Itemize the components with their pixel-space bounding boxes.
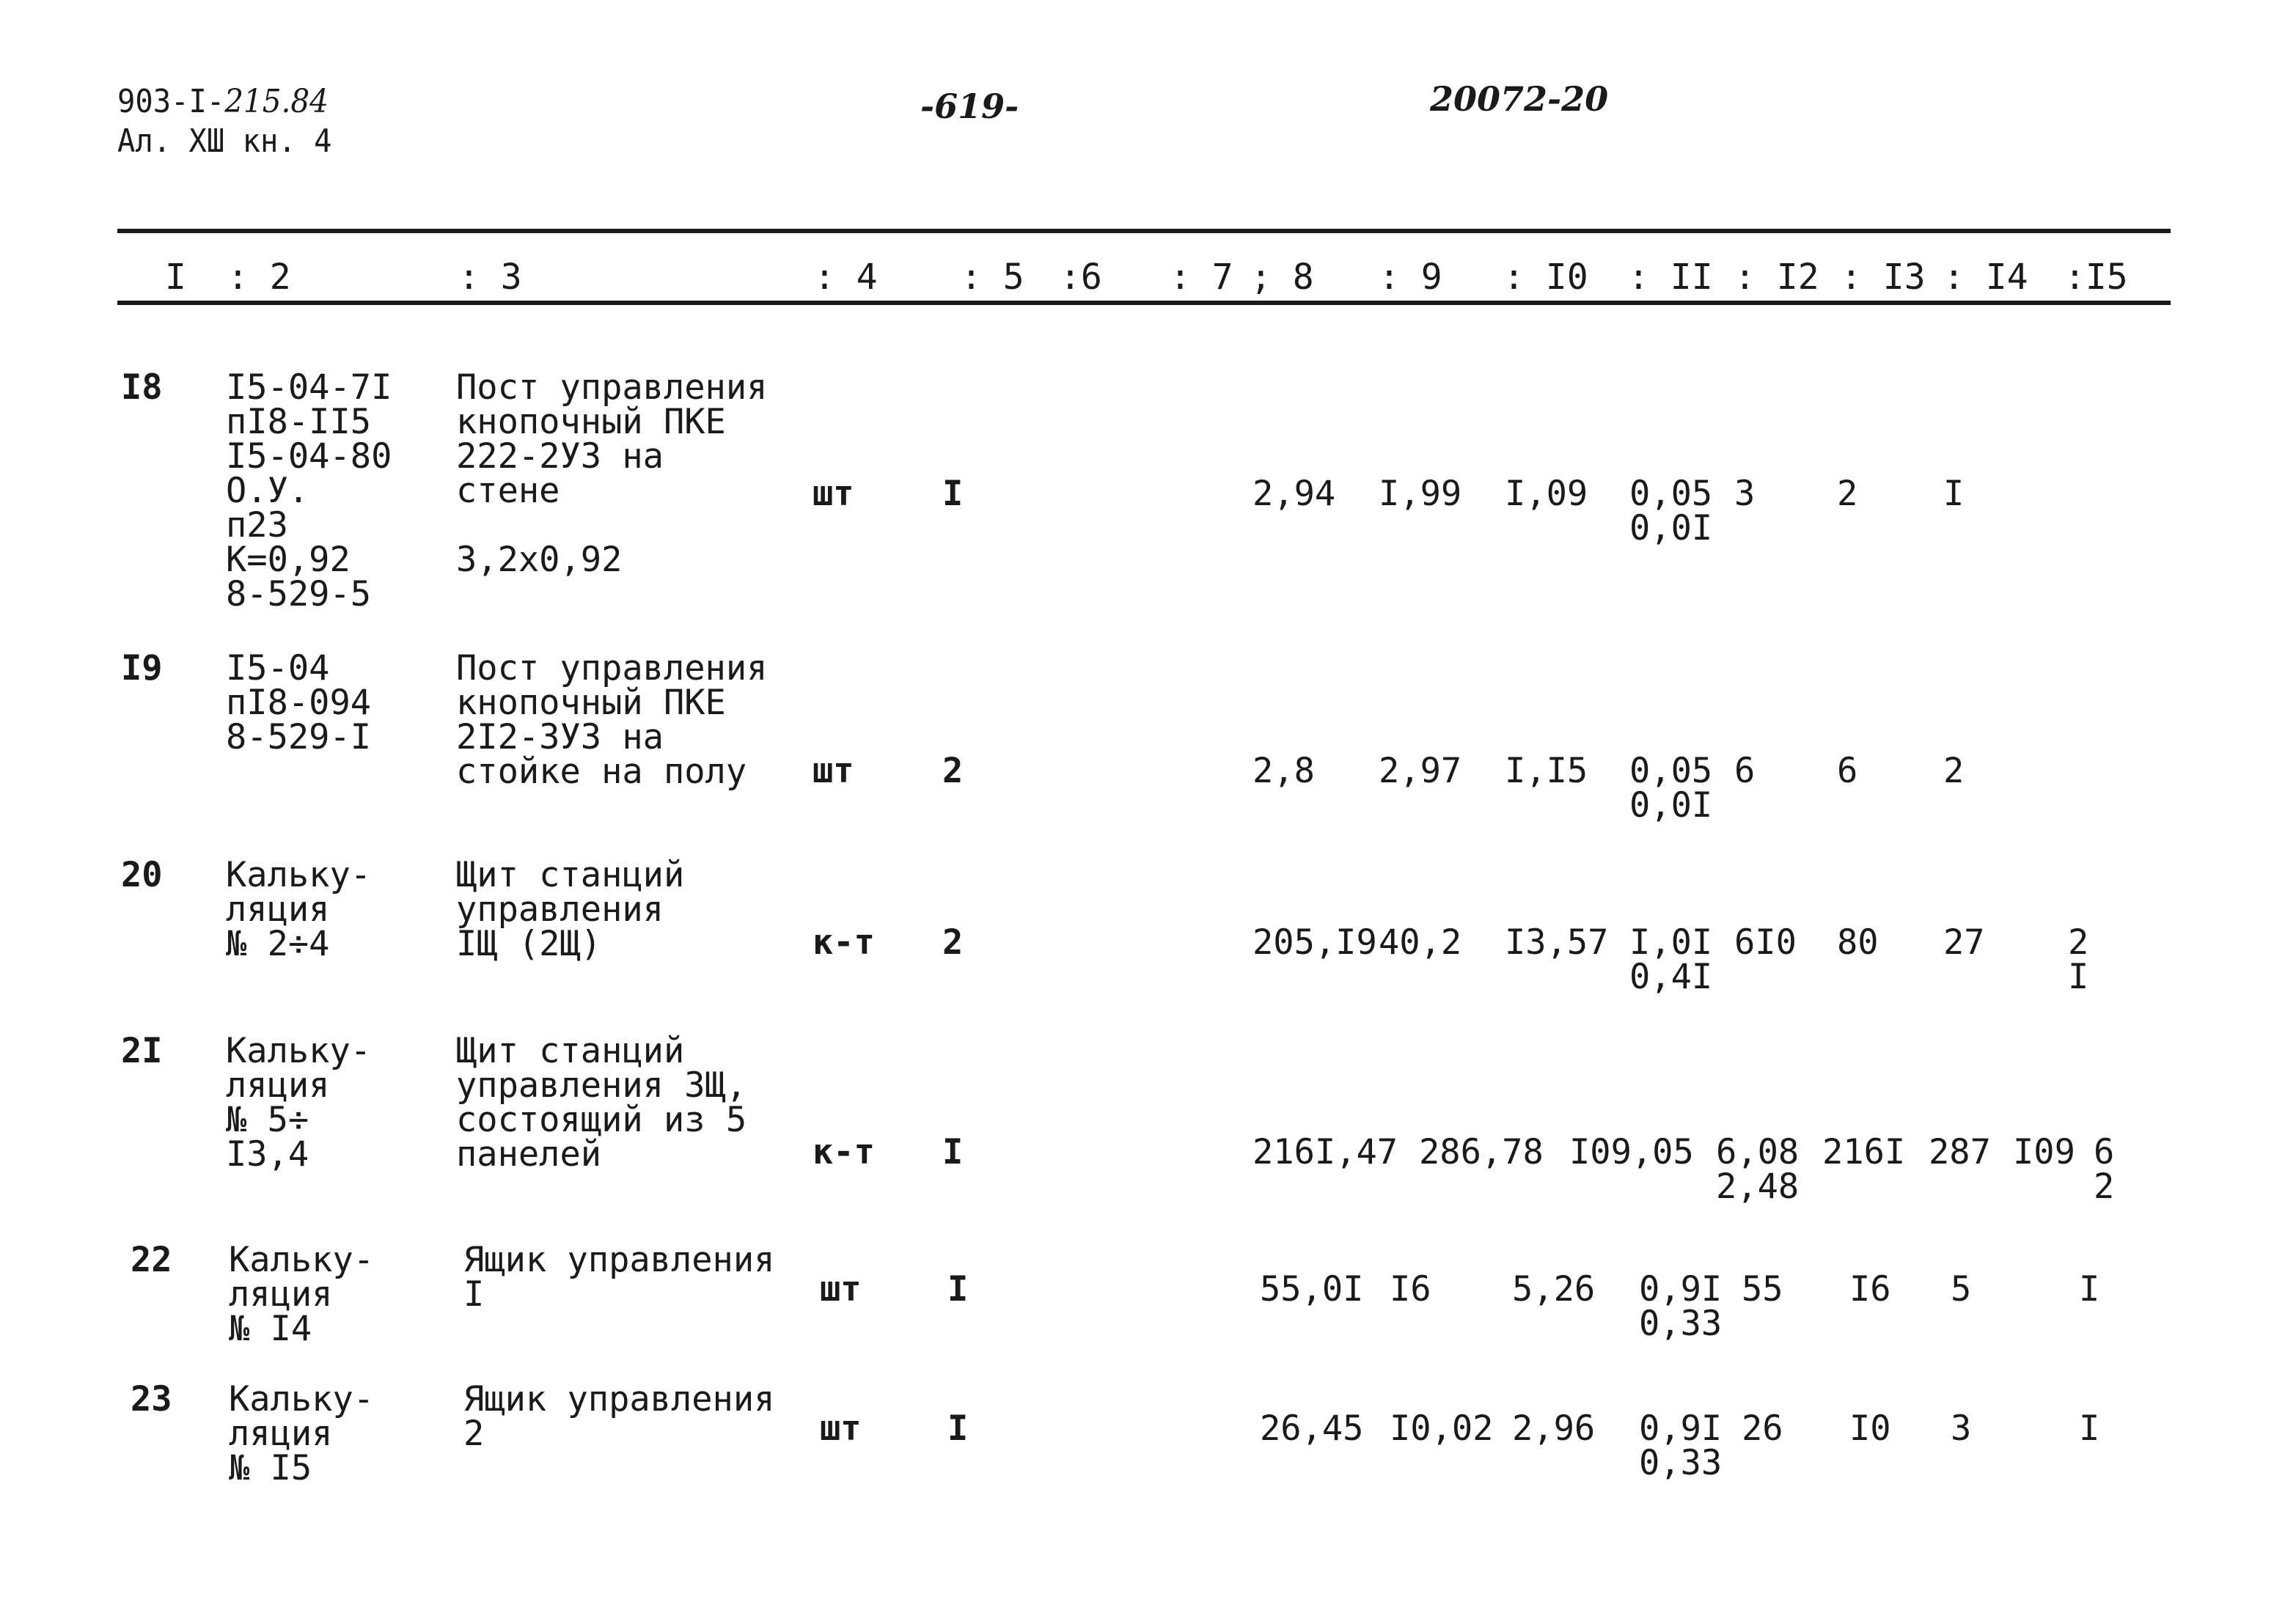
row-qty: 2	[942, 751, 964, 791]
row-col-11: 0,9I 0,33	[1639, 1269, 1723, 1344]
row-col-12: 6	[1734, 751, 1756, 791]
row-code: Кальку- ляция № 5÷ I3,4	[226, 1031, 372, 1175]
column-header-12: : I2	[1734, 257, 1819, 298]
row-unit: шт	[813, 751, 854, 791]
row-col-15: I	[2079, 1269, 2100, 1309]
row-col-11: 0,05 0,0I	[1629, 474, 1713, 548]
row-code: Кальку- ляция № I5	[229, 1379, 375, 1488]
row-code: Кальку- ляция № I4	[229, 1240, 375, 1349]
row-qty: I	[942, 1132, 964, 1172]
row-col-9: 286,78	[1419, 1132, 1544, 1172]
row-col-10: 2,96	[1512, 1408, 1596, 1449]
row-unit: шт	[820, 1408, 862, 1449]
row-code: Кальку- ляция № 2÷4	[226, 855, 372, 964]
row-col-14: I	[1943, 474, 1965, 514]
row-unit: к-т	[813, 1132, 875, 1172]
row-col-11: 0,9I 0,33	[1639, 1408, 1723, 1483]
row-number: 20	[121, 855, 163, 895]
column-header-2: : 2	[227, 257, 291, 298]
row-col-13: 2	[1837, 474, 1858, 514]
row-col-10: 5,26	[1512, 1269, 1596, 1309]
row-number: I9	[121, 648, 163, 688]
row-col-12: 6I0	[1734, 922, 1797, 963]
row-name: Пост управления кнопочный ПКЕ 2I2-3У3 на стойке на полу	[456, 648, 768, 792]
column-header-14: : I4	[1943, 257, 2028, 298]
row-number: I8	[121, 367, 163, 408]
row-number: 23	[131, 1379, 172, 1419]
document-number: 20072-20	[1430, 79, 1609, 119]
row-col-11: 6,08 2,48	[1716, 1132, 1800, 1207]
row-col-9: I,99	[1379, 474, 1462, 514]
row-col-8: 26,45	[1260, 1408, 1364, 1449]
row-col-14: 27	[1943, 922, 1985, 963]
row-col-9: 40,2	[1379, 922, 1462, 963]
column-header-4: : 4	[814, 257, 878, 298]
table-top-rule	[117, 229, 2171, 233]
row-col-10: I3,57	[1505, 922, 1609, 963]
column-header-11: : II	[1628, 257, 1713, 298]
row-col-12: 26	[1742, 1408, 1783, 1449]
column-header-9: : 9	[1379, 257, 1442, 298]
row-col-10: I,I5	[1505, 751, 1588, 791]
row-unit: шт	[813, 474, 854, 514]
row-col-12: 55	[1742, 1269, 1783, 1309]
column-header-8: ; 8	[1250, 257, 1314, 298]
row-col-8: 216I,47	[1252, 1132, 1398, 1172]
row-col-8: 2,8	[1252, 751, 1315, 791]
column-header-15: :I5	[2064, 257, 2128, 298]
row-number: 22	[131, 1240, 172, 1280]
row-col-13: I0	[1849, 1408, 1891, 1449]
row-qty: 2	[942, 922, 964, 963]
row-col-8: 205,I9	[1252, 922, 1377, 963]
row-col-12: 3	[1734, 474, 1756, 514]
row-qty: I	[942, 474, 964, 514]
album-line: Ал. XШ кн. 4	[117, 122, 332, 160]
row-name: Щит станций управления IЩ (2Щ)	[456, 855, 685, 964]
doc-code-handwritten: 215.84	[224, 83, 329, 120]
row-name: Пост управления кнопочный ПКЕ 222-2У3 на стене 3,2х0,92	[456, 367, 768, 580]
row-code: I5-04-7I пI8-II5 I5-04-80 О.У. п23 К=0,92 8-529-5	[226, 367, 392, 614]
row-col-15: I	[2079, 1408, 2100, 1449]
row-col-13: 6	[1837, 751, 1858, 791]
row-col-14: 2	[1943, 751, 1965, 791]
row-col-9: I0,02	[1390, 1408, 1494, 1449]
row-col-14: 3	[1951, 1408, 1972, 1449]
column-header-1: I	[165, 257, 186, 298]
row-name: Ящик управления 2	[463, 1379, 775, 1454]
row-unit: шт	[820, 1269, 862, 1309]
column-header-3: : 3	[458, 257, 522, 298]
row-col-12: 216I	[1822, 1132, 1906, 1172]
row-col-13: I6	[1849, 1269, 1891, 1309]
row-qty: I	[947, 1269, 969, 1309]
table-header-rule	[117, 301, 2171, 305]
doc-code-prefix: 903-I-	[117, 83, 225, 120]
row-col-13: 80	[1837, 922, 1879, 963]
page-number: -619-	[920, 87, 1019, 126]
row-col-11: 0,05 0,0I	[1629, 751, 1713, 826]
row-col-9: I6	[1390, 1269, 1431, 1309]
row-code: I5-04 пI8-094 8-529-I	[226, 648, 372, 757]
row-qty: I	[947, 1408, 969, 1449]
row-name: Ящик управления I	[463, 1240, 775, 1315]
row-col-15: 2 I	[2068, 922, 2089, 997]
row-unit: к-т	[813, 922, 875, 963]
row-col-8: 55,0I	[1260, 1269, 1364, 1309]
column-header-5: : 5	[961, 257, 1024, 298]
row-number: 2I	[121, 1031, 163, 1071]
document-code	[117, 82, 331, 161]
row-col-15: 6 2	[2094, 1132, 2115, 1207]
column-header-10: : I0	[1503, 257, 1588, 298]
row-col-14: 5	[1951, 1269, 1972, 1309]
row-col-8: 2,94	[1252, 474, 1336, 514]
column-header-7: : 7	[1170, 257, 1233, 298]
row-col-11: I,0I 0,4I	[1629, 922, 1713, 997]
row-name: Щит станций управления 3Щ, состоящий из 5 панелей	[456, 1031, 747, 1175]
row-col-10: I09,05	[1569, 1132, 1694, 1172]
row-col-9: 2,97	[1379, 751, 1462, 791]
column-header-13: : I3	[1841, 257, 1926, 298]
row-col-13: 287	[1929, 1132, 1991, 1172]
row-col-10: I,09	[1505, 474, 1588, 514]
column-header-6: :6	[1060, 257, 1102, 298]
row-col-14: I09	[2013, 1132, 2075, 1172]
